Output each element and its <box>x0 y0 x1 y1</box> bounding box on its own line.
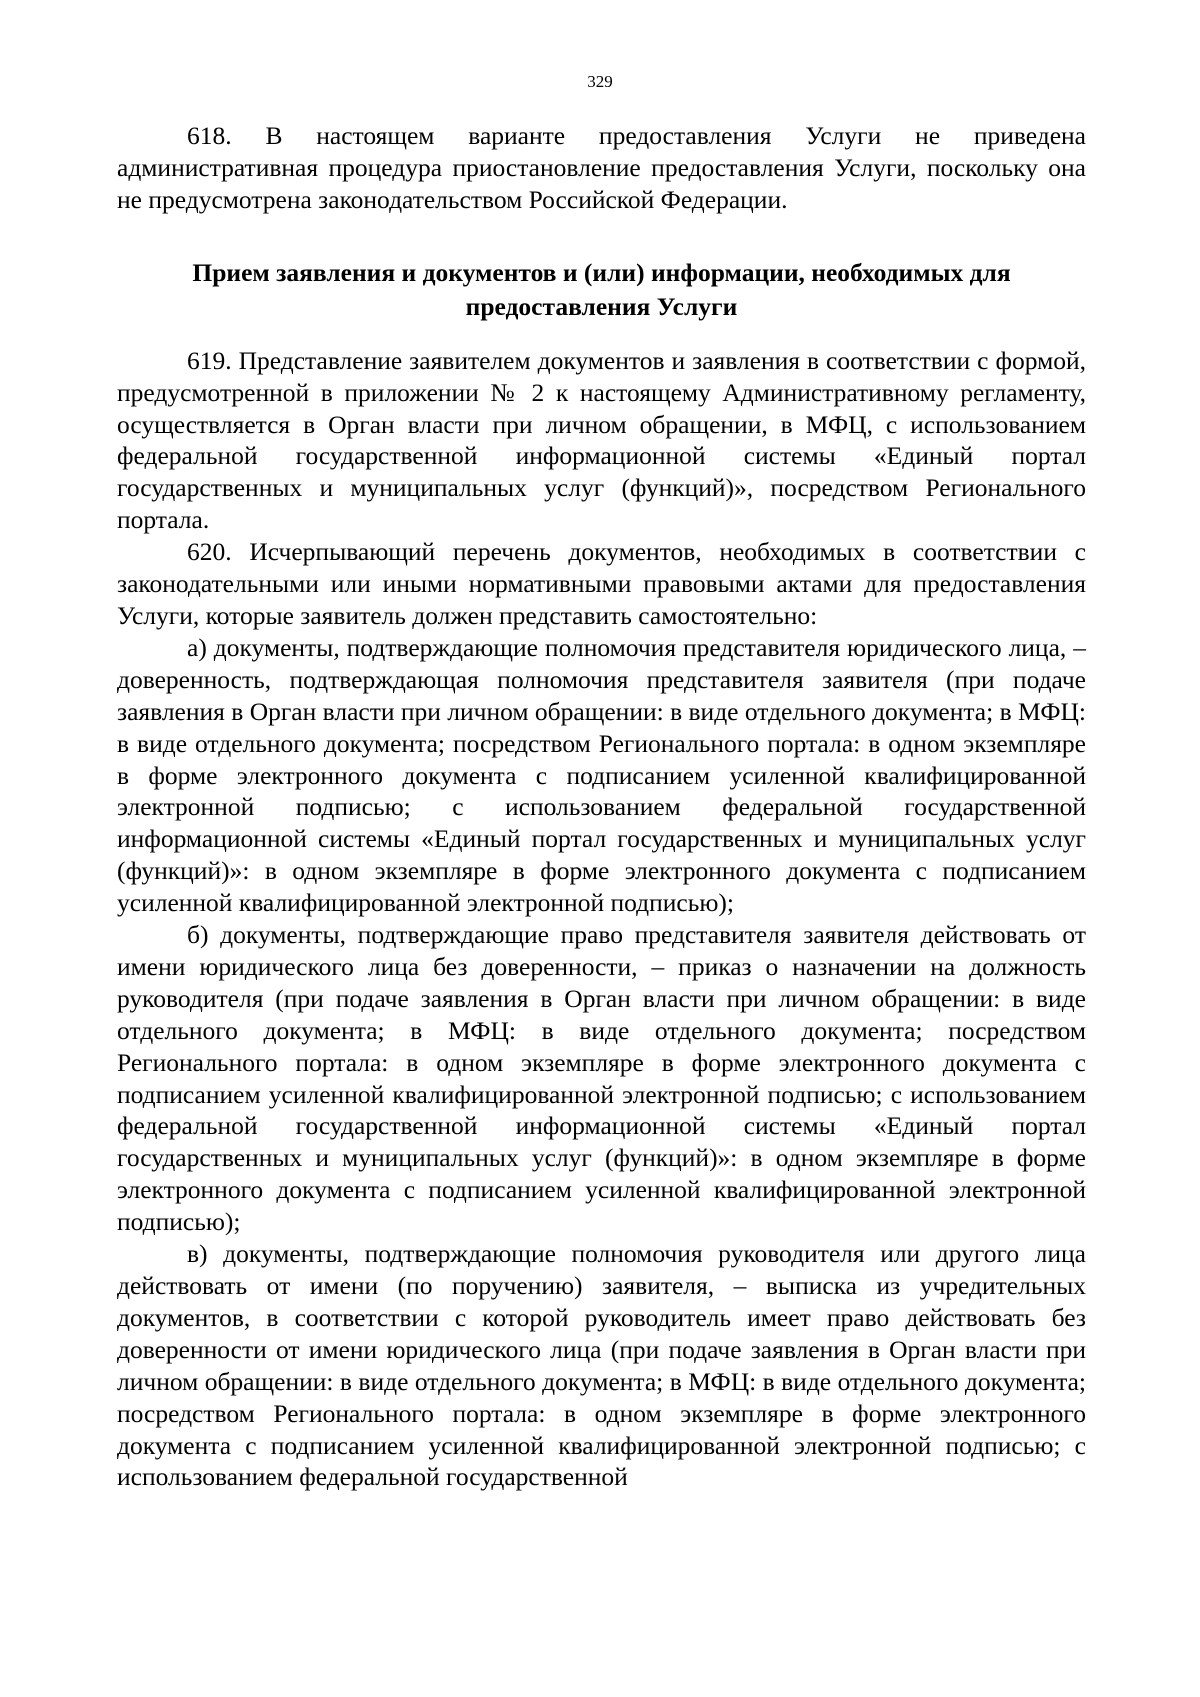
paragraph-620: 620. Исчерпывающий перечень документов, необходимых в соответствии с законодательными или иными нормативными правовыми актами для предоставления Услуги, которые заявитель должен представить самостоятельно: <box>117 537 1086 630</box>
paragraph-620-v: в) документы, подтверждающие полномочия руководителя или другого лица действовать от имени (по поручению) заявителя, – выписка из учредительных документов, в соответствии с которой руководитель имеет право действовать без доверенности от имени юридического лица (при подаче заявления в Орган власти при личном обращении: в виде отдельного документа; в МФЦ: в виде отдельного документа; посредством Регионального портала: в одном экземпляре в форме электронного документа с подписанием усиленной квалифицированной электронной подписью; с использованием федеральной государственной <box>117 1239 1086 1492</box>
paragraph-620-b: б) документы, подтверждающие право представителя заявителя действовать от имени юридического лица без доверенности, – приказ о назначении на должность руководителя (при подаче заявления в Орган власти при личном обращении: в виде отдельного документа; в МФЦ: в виде отдельного документа; посредством Регионального портала: в одном экземпляре в форме электронного документа с подписанием усиленной квалифицированной электронной подписью; с использованием федеральной государственной информационной системы «Единый портал государственных и муниципальных услуг (функций)»: в одном экземпляре в форме электронного документа с подписанием усиленной квалифицированной электронной подписью); <box>117 920 1086 1237</box>
paragraph-618: 618. В настоящем варианте предоставления Услуги не приведена административная процедура приостановление предоставления Услуги, поскольку она не предусмотрена законодательством Российской Федерации. <box>117 121 1086 214</box>
section-heading-line-1: Прием заявления и документов и (или) информации, необходимых для <box>192 257 1011 287</box>
document-body <box>117 120 1086 1493</box>
section-heading-line-2: предоставления Услуги <box>465 291 738 321</box>
page-number: 329 <box>587 72 613 91</box>
paragraph-620-a: а) документы, подтверждающие полномочия представителя юридического лица, – доверенность, подтверждающая полномочия представителя заявителя (при подаче заявления в Орган власти при личном обращении: в виде отдельного документа; в МФЦ: в виде отдельного документа; посредством Регионального портала: в одном экземпляре в форме электронного документа с подписанием усиленной квалифицированной электронной подписью; с использованием федеральной государственной информационной системы «Единый портал государственных и муниципальных услуг (функций)»: в одном экземпляре в форме электронного документа с подписанием усиленной квалифицированной электронной подписью); <box>117 632 1086 918</box>
paragraph-619: 619. Представление заявителем документов и заявления в соответствии с формой, предусмотренной в приложении № 2 к настоящему Административному регламенту, осуществляется в Орган власти при личном обращении, в МФЦ, с использованием федеральной государственной информационной системы «Единый портал государственных и муниципальных услуг (функций)», посредством Регионального портала. <box>117 345 1086 535</box>
section-heading <box>117 256 1086 324</box>
